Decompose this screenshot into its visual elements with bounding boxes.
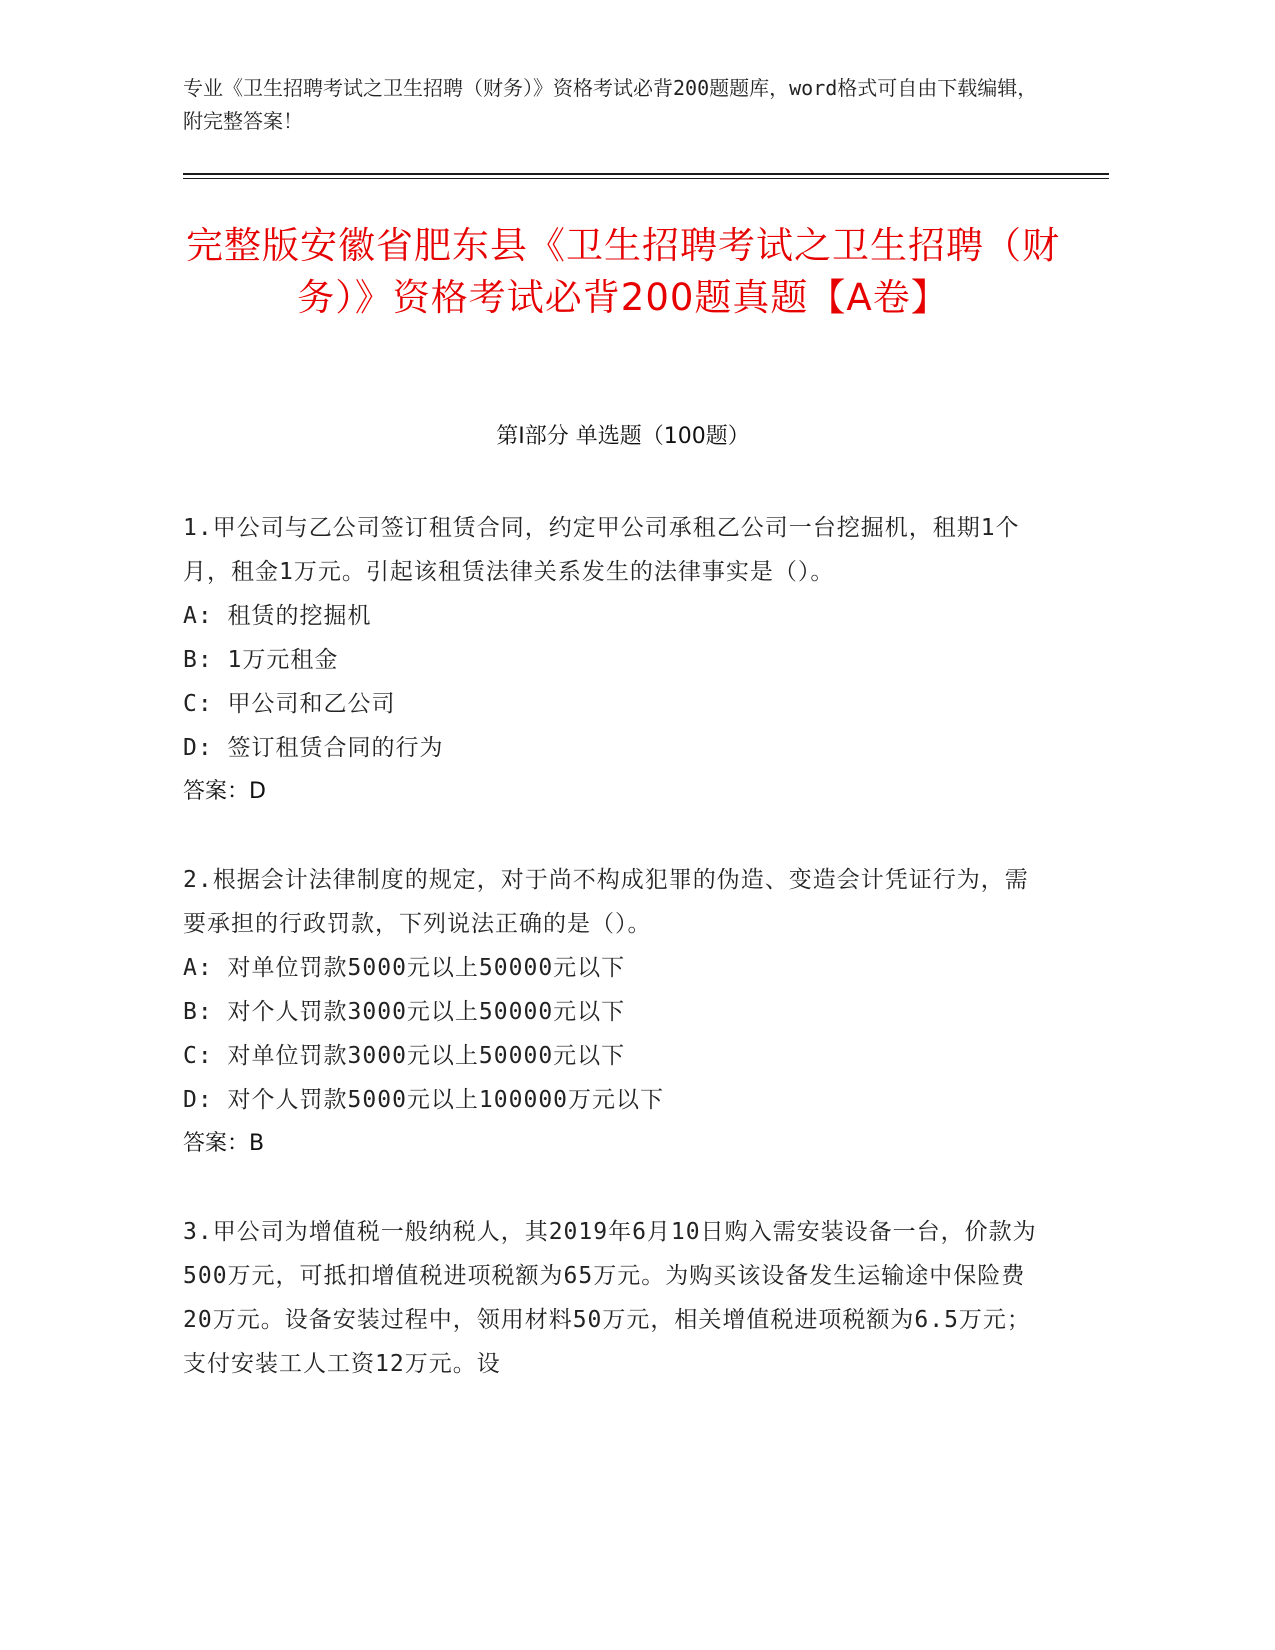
section-title: 第Ⅰ部分 单选题（100题） [496,424,750,449]
question-3 [183,1210,1043,1386]
header-divider-thick [183,173,1109,175]
option-d: D: 签订租赁合同的行为 [183,735,444,761]
option-d: D: 对个人罚款5000元以上100000万元以下 [183,1087,665,1113]
option-b: B: 1万元租金 [183,647,339,673]
question-text: 3.甲公司为增值税一般纳税人，其2019年6月10日购入需安装设备一台，价款为500万元，可抵扣增值税进项税额为65万元。为购买该设备发生运输途中保险费20万元。设备安装过程中，领用材料50万元，相关增值税进项税额为6.5万元；支付安装工人工资12万元。设 [183,1219,1037,1377]
answer: 答案：B [183,1131,265,1156]
document-title: 完整版安徽省肥东县《卫生招聘考试之卫生招聘（财务）》资格考试必背200题真题【A卷】 [186,224,1060,319]
question-text: 2.根据会计法律制度的规定，对于尚不构成犯罪的伪造、变造会计凭证行为，需要承担的行政罚款，下列说法正确的是（）。 [183,867,1029,937]
question-1 [183,506,1043,814]
option-b: B: 对个人罚款3000元以上50000元以下 [183,999,626,1025]
option-a: A: 对单位罚款5000元以上50000元以下 [183,955,626,981]
option-c: C: 对单位罚款3000元以上50000元以下 [183,1043,626,1069]
question-2 [183,858,1043,1166]
option-a: A: 租赁的挖掘机 [183,603,372,629]
option-c: C: 甲公司和乙公司 [183,691,396,717]
answer: 答案：D [183,779,266,804]
question-text: 1.甲公司与乙公司签订租赁合同，约定甲公司承租乙公司一台挖掘机，租期1个月，租金1万元。引起该租赁法律关系发生的法律事实是（）。 [183,515,1020,585]
question-list [183,506,1043,1430]
header-divider-thin [183,178,1109,179]
header-note: 专业《卫生招聘考试之卫生招聘（财务）》资格考试必背200题题库，word格式可自由下载编辑，附完整答案！ [183,76,1038,133]
